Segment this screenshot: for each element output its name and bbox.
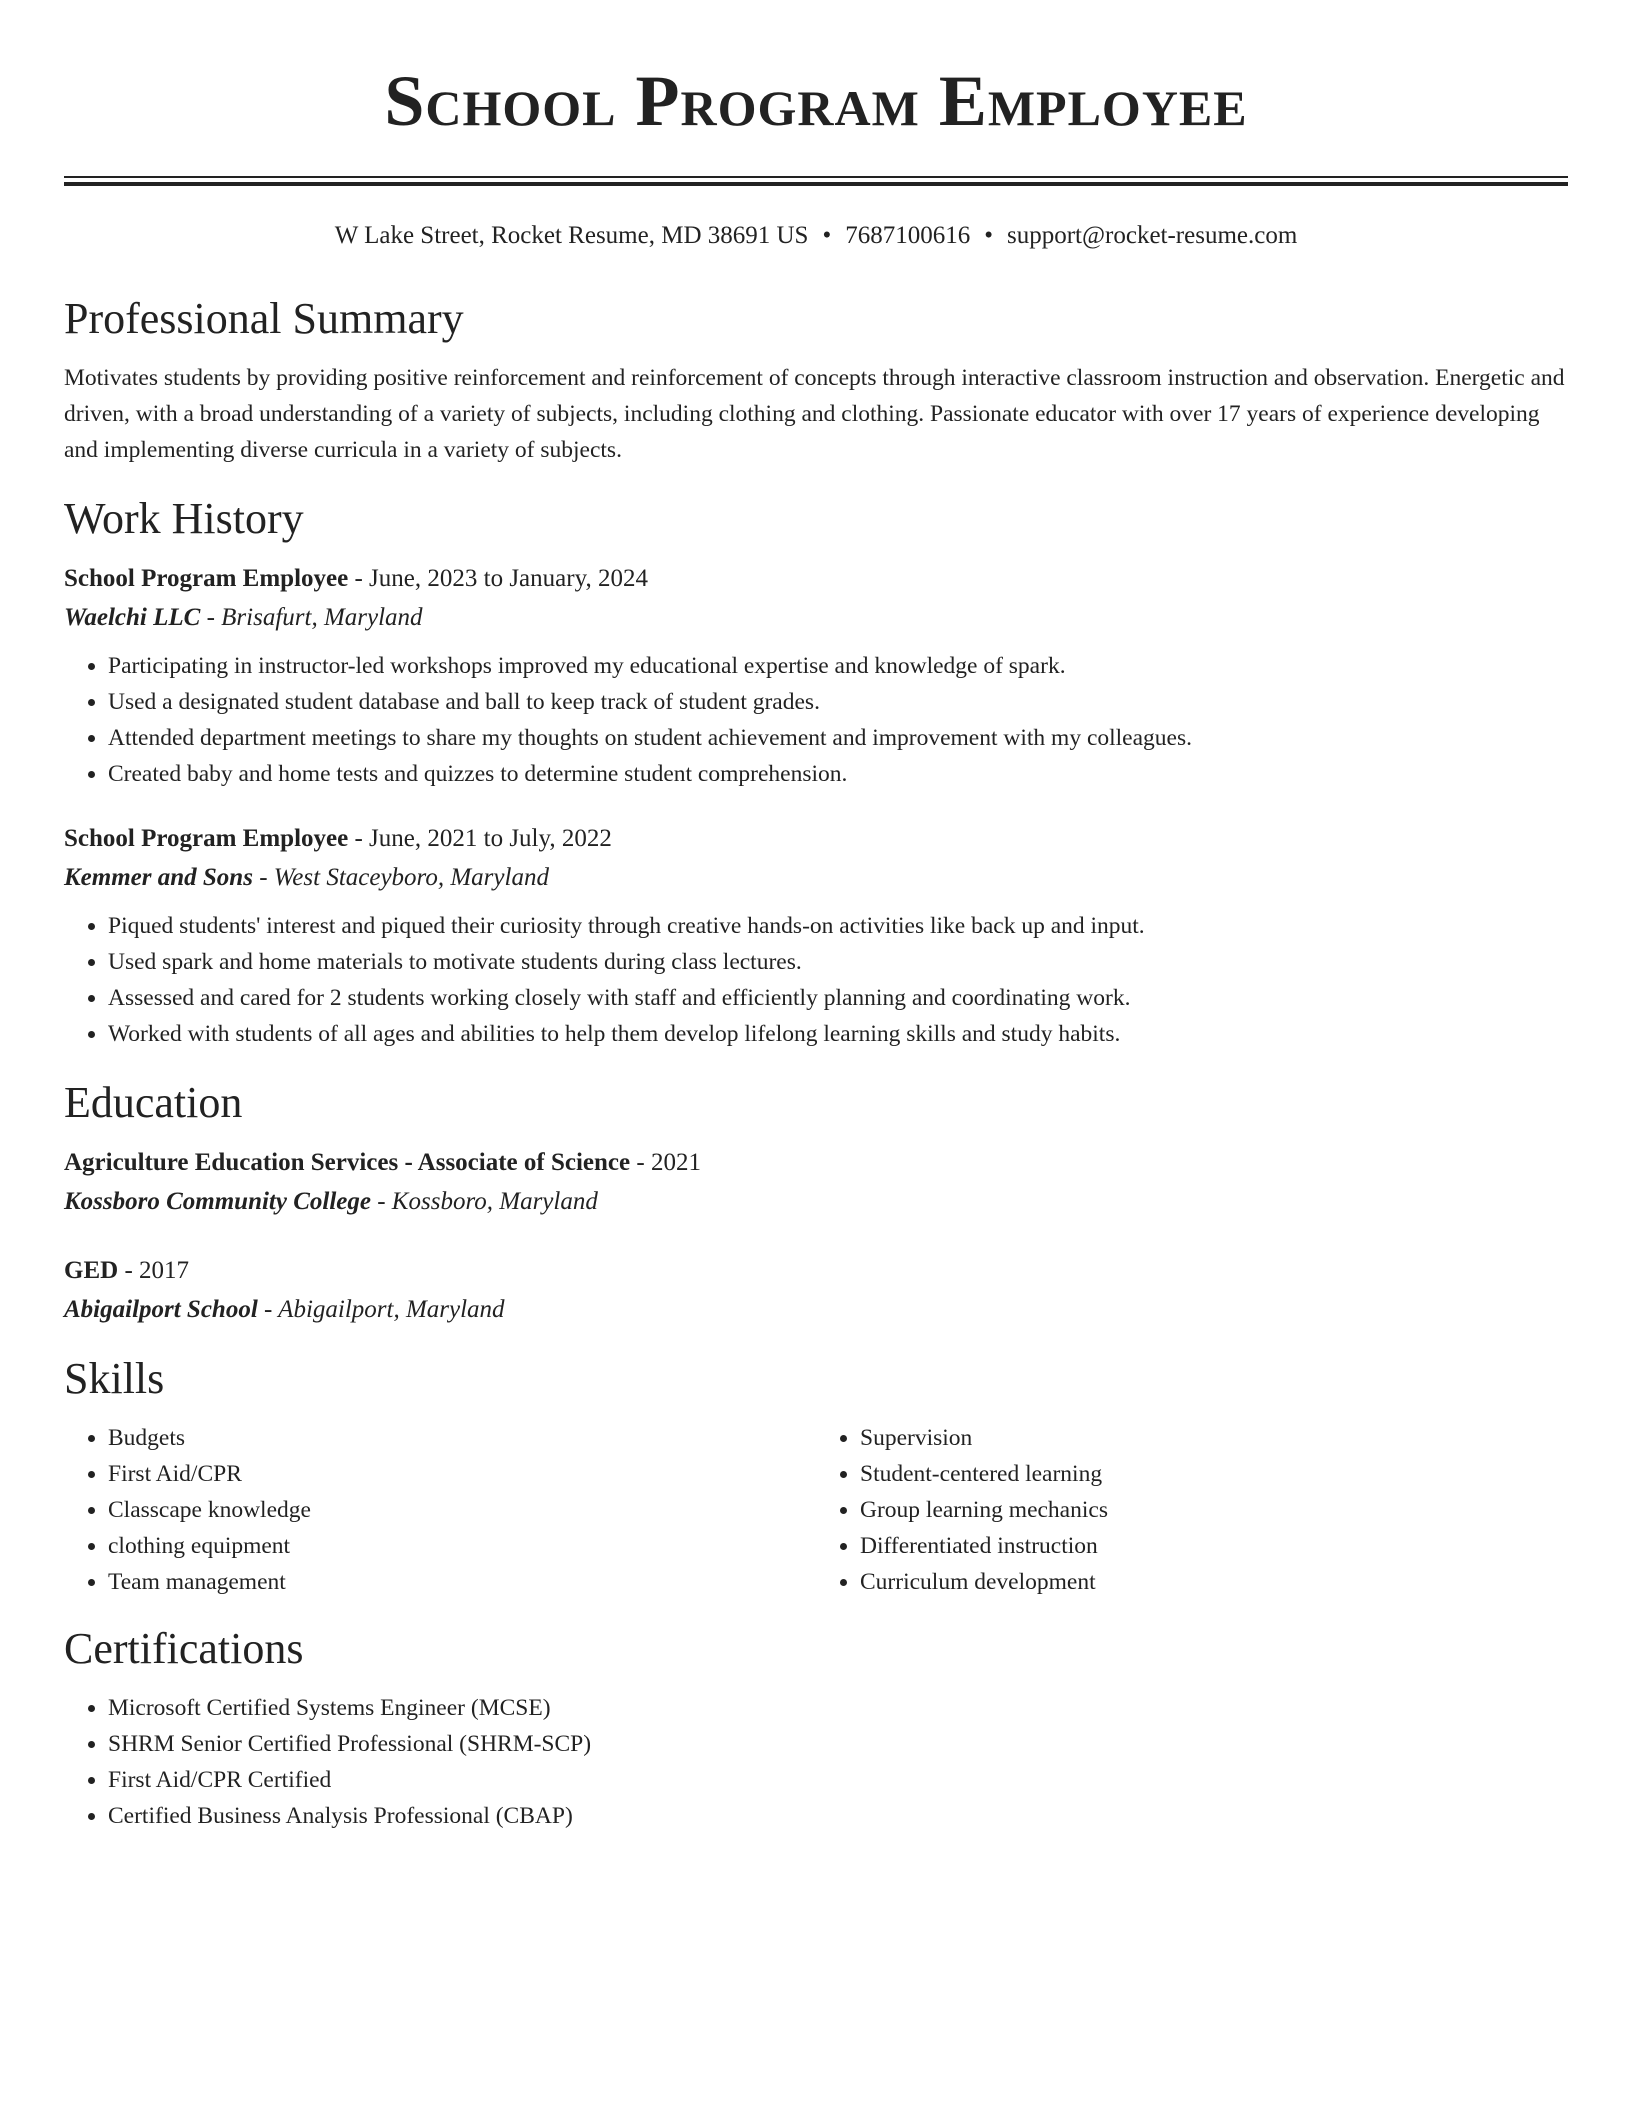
education-year: - 2021 (630, 1149, 701, 1176)
work-history-section (64, 492, 1568, 1052)
skill-item: • clothing equipment (108, 1528, 816, 1564)
section-title-certifications: Certifications (64, 1624, 304, 1673)
job-employer (64, 598, 1568, 638)
education-school: Kossboro Community College (64, 1188, 371, 1215)
section-title-education: Education (64, 1078, 243, 1127)
skill-item: • Classcape knowledge (108, 1492, 816, 1528)
job-location: - West Staceyboro, Maryland (252, 864, 549, 891)
education-location: - Kossboro, Maryland (370, 1188, 598, 1215)
job-bullet: • Used a designated student database and ball to keep track of student grades. (108, 684, 1568, 720)
job-heading (64, 560, 1568, 598)
skill-item: • First Aid/CPR (108, 1456, 816, 1492)
job-employer (64, 858, 1568, 898)
certifications-list (64, 1690, 1568, 1834)
job-bullets (64, 908, 1568, 1052)
skills-column-left (64, 1420, 816, 1600)
skill-item: • Curriculum development (860, 1564, 1568, 1600)
job-dates: - June, 2023 to January, 2024 (348, 565, 648, 592)
certifications-section (64, 1622, 1568, 1834)
job-bullet: • Created baby and home tests and quizzes to determine student comprehension. (108, 756, 1568, 792)
job-bullet: • Piqued students' interest and piqued their curiosity through creative hands-on activities like back up and input. (108, 908, 1568, 944)
job-bullets (64, 648, 1568, 792)
section-title-skills: Skills (64, 1354, 165, 1403)
skill-item: • Team management (108, 1564, 816, 1600)
contact-line (64, 220, 1568, 252)
education-heading (64, 1252, 1568, 1290)
certification-item: • Certified Business Analysis Professional (CBAP) (108, 1798, 1568, 1834)
candidate-name: School Program Employee (384, 61, 1248, 141)
education-institution (64, 1182, 1568, 1222)
job-role: School Program Employee (64, 565, 349, 592)
job-bullet: • Assessed and cared for 2 students working closely with staff and efficiently planning and coordinating work. (108, 980, 1568, 1016)
contact-phone: 7687100616 (845, 222, 971, 249)
skill-item: • Differentiated instruction (860, 1528, 1568, 1564)
job-bullet: • Used spark and home materials to motivate students during class lectures. (108, 944, 1568, 980)
job-location: - Brisafurt, Maryland (200, 604, 423, 631)
section-title-work-history: Work History (64, 494, 304, 543)
certification-item: • SHRM Senior Certified Professional (SHRM-SCP) (108, 1726, 1568, 1762)
job-heading (64, 820, 1568, 858)
education-location: - Abigailport, Maryland (257, 1296, 505, 1323)
contact-address: W Lake Street, Rocket Resume, MD 38691 US (334, 222, 809, 249)
skill-item: • Student-centered learning (860, 1456, 1568, 1492)
job-dates: - June, 2021 to July, 2022 (348, 825, 612, 852)
job-bullet: • Worked with students of all ages and abilities to help them develop lifelong learning skills and study habits. (108, 1016, 1568, 1052)
header-divider (64, 176, 1568, 186)
education-heading (64, 1144, 1568, 1182)
education-degree: Agriculture Education Services - Associate of Science (64, 1149, 631, 1176)
skills-section (64, 1352, 1568, 1600)
job-role: School Program Employee (64, 825, 349, 852)
education-section (64, 1076, 1568, 1330)
job-entry (64, 820, 1568, 1052)
job-company: Kemmer and Sons (64, 864, 253, 891)
education-entry (64, 1252, 1568, 1330)
skills-column-right (816, 1420, 1568, 1600)
summary-section (64, 292, 1568, 468)
job-bullet: • Participating in instructor-led workshops improved my educational expertise and knowledge of spark. (108, 648, 1568, 684)
contact-separator: • (822, 222, 832, 249)
job-bullet: • Attended department meetings to share my thoughts on student achievement and improvement with my colleagues. (108, 720, 1568, 756)
summary-text: Motivates students by providing positive reinforcement and reinforcement of concepts through interactive classroom instruction and observation. Energetic and driven, with a broad understanding of a variety of subjects, including clothing and clothing. Passionate educator with over 17 years of experience developing and implementing diverse curricula in a variety of subjects. (64, 365, 1565, 463)
skill-item: • Group learning mechanics (860, 1492, 1568, 1528)
job-entry (64, 560, 1568, 792)
skill-item: • Supervision (860, 1420, 1568, 1456)
skill-item: • Budgets (108, 1420, 816, 1456)
section-title-summary: Professional Summary (64, 294, 464, 343)
job-company: Waelchi LLC (64, 604, 201, 631)
contact-separator: • (984, 222, 993, 249)
education-year: - 2017 (118, 1257, 190, 1284)
certification-item: • First Aid/CPR Certified (108, 1762, 1568, 1798)
education-degree: GED (64, 1257, 119, 1284)
education-school: Abigailport School (64, 1296, 258, 1323)
education-entry (64, 1144, 1568, 1222)
contact-email: support@rocket-resume.com (1007, 222, 1298, 249)
certification-item: • Microsoft Certified Systems Engineer (MCSE) (108, 1690, 1568, 1726)
education-institution (64, 1290, 1568, 1330)
skills-grid (64, 1420, 1568, 1600)
